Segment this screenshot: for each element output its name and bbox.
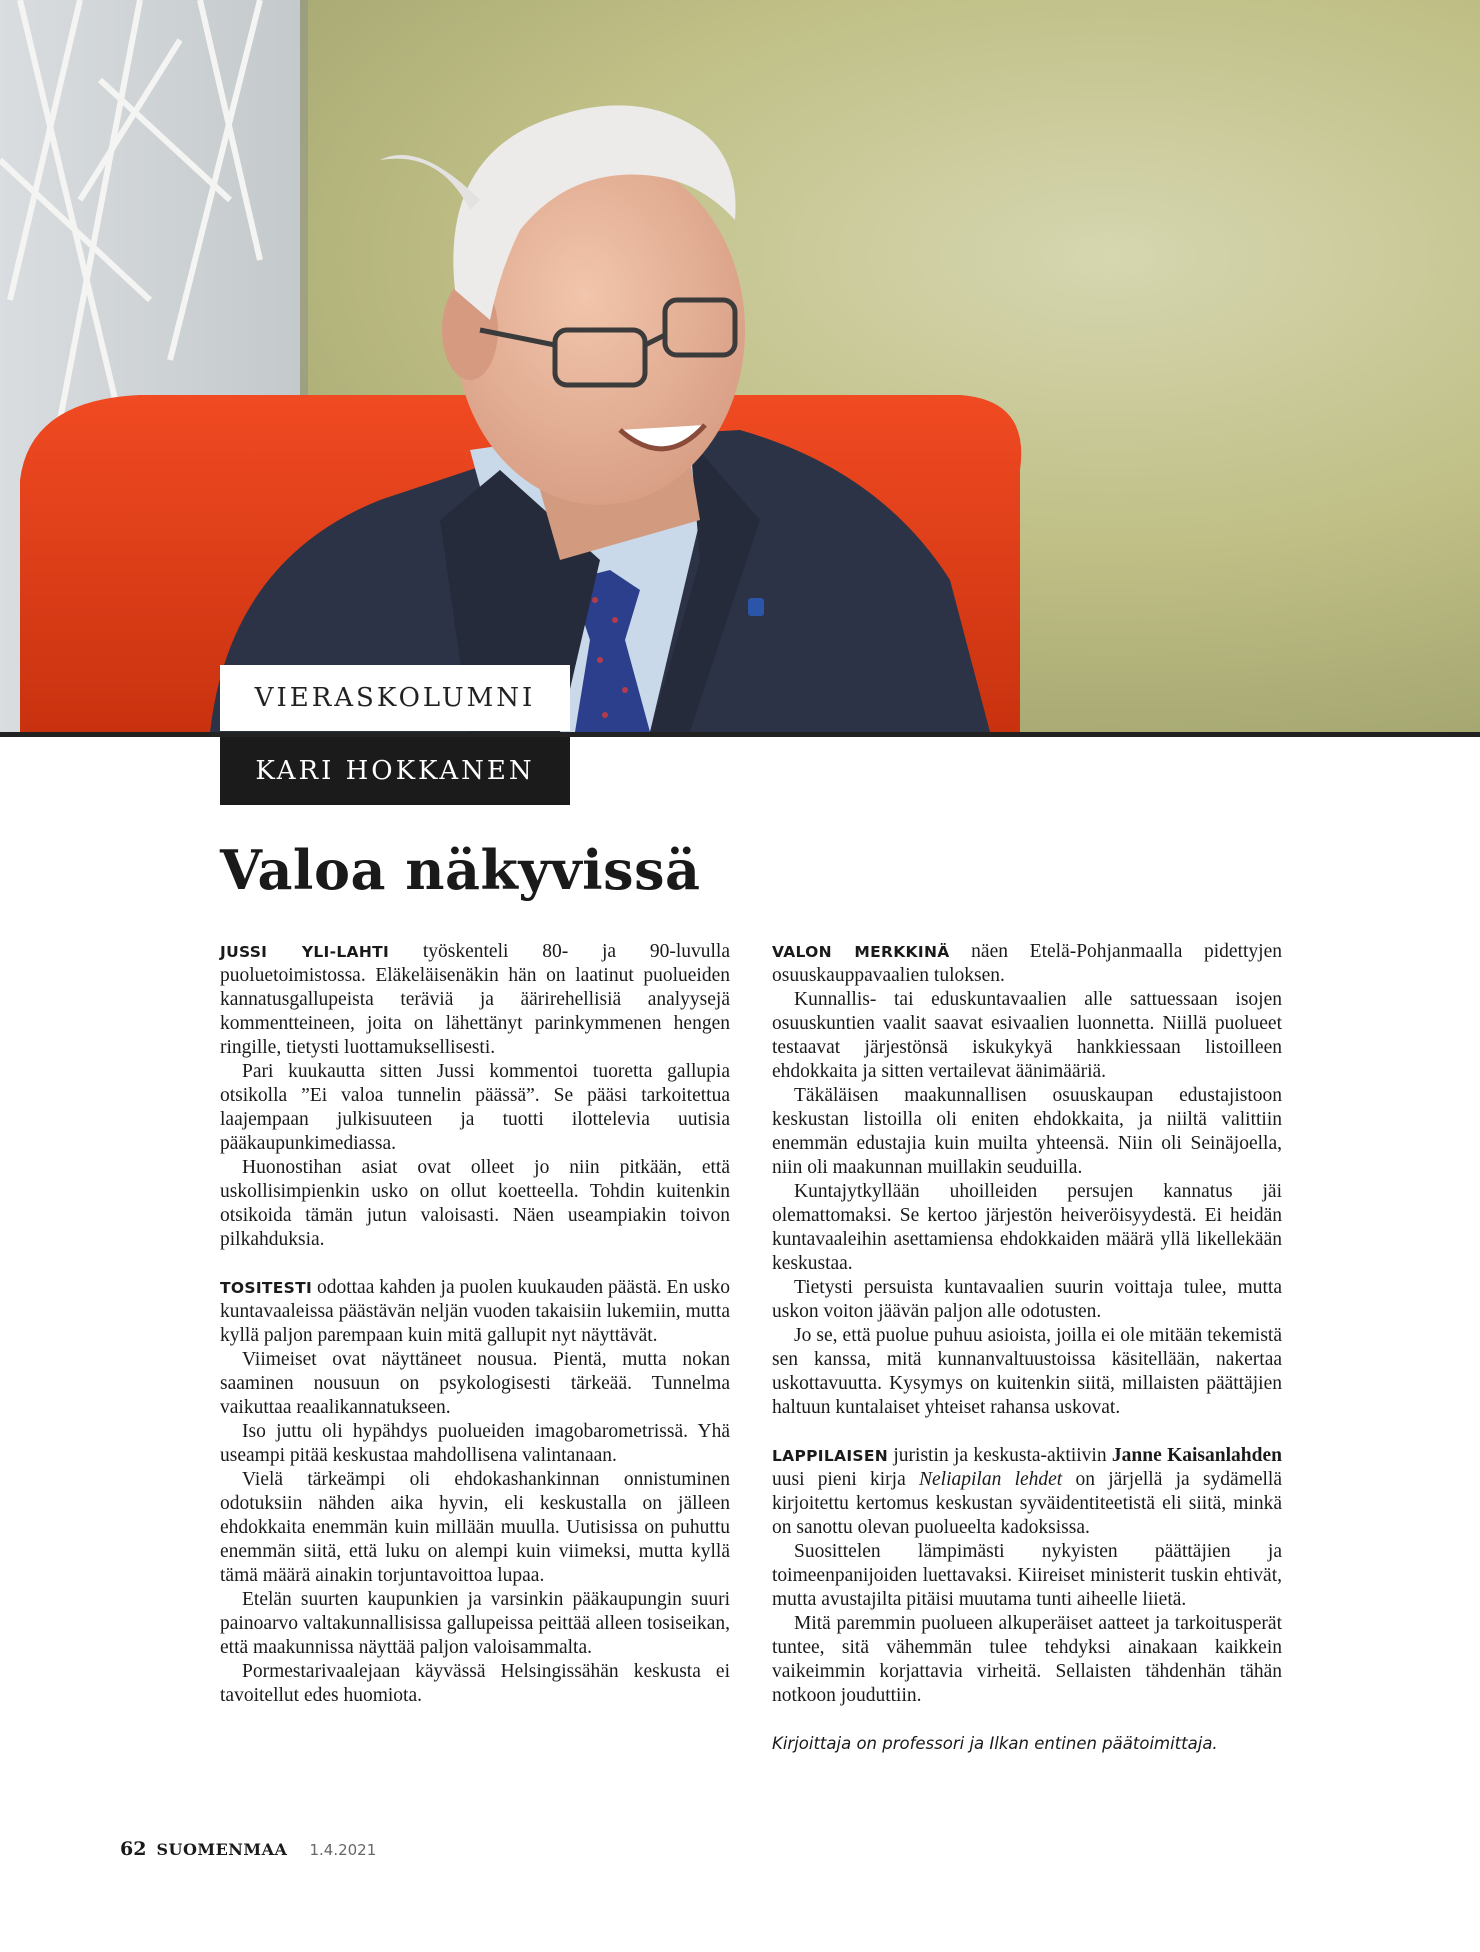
lead-keyword: LAPPILAISEN bbox=[772, 1447, 889, 1465]
paragraph: Jo se, että puolue puhuu asioista, joilla ei ole mitään tekemistä sen kanssa, mitä kunnanvaltuustoissa käsitellään, nakertaa uskottavuutta. Kysymys on kuitenkin siitä, millaisten päättäjien haltuun kuntalaiset yhteiset rahansa uskovat. bbox=[772, 1325, 1282, 1418]
paragraph-text: odottaa kahden ja puolen kuukauden päästä. En usko kuntavaaleissa päästävän neljän vuoden takaisiin lukemiin, mutta kyllä paljon parempaan kuin mitä gallupit nyt näyttävät. bbox=[220, 1277, 730, 1346]
author-tag: KARI HOKKANEN bbox=[220, 737, 570, 805]
portrait-illustration bbox=[0, 0, 1480, 732]
column-kicker: VIERASKOLUMNI bbox=[220, 665, 570, 731]
paragraph: Suosittelen lämpimästi nykyisten päättäjien ja toimeenpanijoiden luettavaksi. Kiireiset ministerit tuskin ehtivät, mutta avustajilta pitäisi muutama tunti aiheelle liietä. bbox=[772, 1541, 1282, 1610]
issue-date: 1.4.2021 bbox=[309, 1841, 377, 1859]
paragraph-text: uusi pieni kirja bbox=[772, 1469, 919, 1490]
paragraph-text: on järjellä ja sydämellä kirjoitettu kertomus keskustan syväidentiteetistä eli siitä, minkä on sanottu olevan puolueelta kadoksissa. bbox=[772, 1469, 1283, 1538]
paragraph bbox=[772, 1444, 1282, 1540]
paragraph: Mitä paremmin puolueen alkuperäiset aatteet ja tarkoitusperät tuntee, sitä vähemmän tulee tehdyksi ainakaan kaikkein vaikeimmin korjattavia virheitä. Sellaisten tähdenhän tähän notkoon jouduttiin. bbox=[772, 1613, 1282, 1706]
paragraph-text: juristin ja keskusta-aktiivin bbox=[888, 1445, 1112, 1466]
paragraph-text: työskenteli 80- ja 90-luvulla puoluetoimistossa. Eläkeläisenäkin hän on laatinut puolueiden kannatusgallupeista teräviä ja äärirehellisiä analyysejä kommentteineen, joita on lähettänyt parinkymmenen hengen ringille, tietysti luottamuksellisesti. bbox=[220, 941, 730, 1058]
book-title: Neliapilan lehdet bbox=[919, 1469, 1063, 1490]
lapel-pin bbox=[748, 598, 764, 616]
lead-keyword: VALON MERKKINÄ bbox=[772, 943, 950, 961]
paragraph: Vielä tärkeämpi oli ehdokashankinnan onnistuminen odotuksiin nähden aika hyvin, eli keskustalla on jälleen ehdokkaita enemmän kuin millään muulla. Uutisissa on puhuttu enemmän siitä, että luku on alempi kuin viimeksi, mutta kyllä tämä määrä ainakin torjuntavoittoa lupaa. bbox=[220, 1469, 730, 1586]
paragraph: Pormestarivaalejaan käyvässä Helsingissähän keskusta ei tavoitellut edes huomiota. bbox=[220, 1661, 730, 1706]
page-number: 62 bbox=[120, 1838, 147, 1860]
author-signature: Kirjoittaja on professori ja Ilkan entinen päätoimittaja. bbox=[772, 1734, 1218, 1753]
paragraph: Kunnallis- tai eduskuntavaalien alle sattuessaan isojen osuuskuntien vaalit saavat esivaalien luonnetta. Niillä puolueet testaavat järjestönsä iskukykyä hankkiessaan listoilleen ehdokkaita ja sitten vertailevat äänimääriä. bbox=[772, 989, 1282, 1082]
paragraph: Täkäläisen maakunnallisen osuuskaupan edustajistoon keskustan listoilla oli eniten ehdokkaita, ja niiltä valittiin enemmän edustajia kuin muilta yhteensä. Niin oli Seinäjoella, niin oli maakunnan muillakin seuduilla. bbox=[772, 1085, 1282, 1178]
paragraph-text: näen Etelä-Pohjanmaalla pidettyjen osuuskauppavaalien tuloksen. bbox=[772, 941, 1282, 986]
article-title: Valoa näkyvissä bbox=[220, 838, 701, 902]
paragraph: Iso juttu oli hypähdys puolueiden imagobarometrissä. Yhä useampi pitää keskustaa mahdollisena valintanaan. bbox=[220, 1421, 730, 1466]
article-left-column bbox=[220, 940, 730, 1708]
paragraph: Pari kuukautta sitten Jussi kommentoi tuoretta gallupia otsikolla ”Ei valoa tunnelin päässä”. Se pääsi tarkoitettua laajempaan julkisuuteen ja tuotti ilottelevia uutisia pääkaupunkimediassa. bbox=[220, 1061, 730, 1154]
article-right-column bbox=[772, 940, 1282, 1756]
paragraph: Huonostihan asiat ovat olleet jo niin pitkään, että uskollisimpienkin usko on ollut koetteella. Tohdin kuitenkin otsikoida tämän jutun valoisasti. Näen useampiakin toivon pilkahduksia. bbox=[220, 1157, 730, 1250]
page-footer bbox=[120, 1838, 376, 1860]
paragraph: Viimeiset ovat näyttäneet nousua. Pientä, mutta nokan saaminen nousuun on psykologisesti tärkeää. Tunnelma vaikuttaa reaalikannatukseen. bbox=[220, 1349, 730, 1418]
magazine-name: SUOMENMAA bbox=[156, 1840, 288, 1859]
paragraph: Etelän suurten kaupunkien ja varsinkin pääkaupungin suuri painoarvo valtakunnallisissa gallupeissa peittää alleen tosiseikan, että maakunnissa näyttää paljon valoisammalta. bbox=[220, 1589, 730, 1658]
lead-keyword: JUSSI YLI-LAHTI bbox=[220, 943, 390, 961]
paragraph bbox=[220, 940, 730, 1060]
paragraph: Tietysti persuista kuntavaalien suurin voittaja tulee, mutta uskon voiton jäävän paljon alle odotusten. bbox=[772, 1277, 1282, 1322]
paragraph: Kuntajytkyllään uhoilleiden persujen kannatus jäi olemattomaksi. Se kertoo järjestön heiveröisyydestä. Ei heidän kuntavaaleihin asettamiensa ehdokkaiden määrä yllä likellekään keskustaa. bbox=[772, 1181, 1282, 1274]
person-name: Janne Kaisanlahden bbox=[1111, 1445, 1282, 1466]
lead-keyword: TOSITESTI bbox=[220, 1279, 313, 1297]
header-photo bbox=[0, 0, 1480, 732]
paragraph bbox=[220, 1276, 730, 1348]
paragraph bbox=[772, 940, 1282, 988]
